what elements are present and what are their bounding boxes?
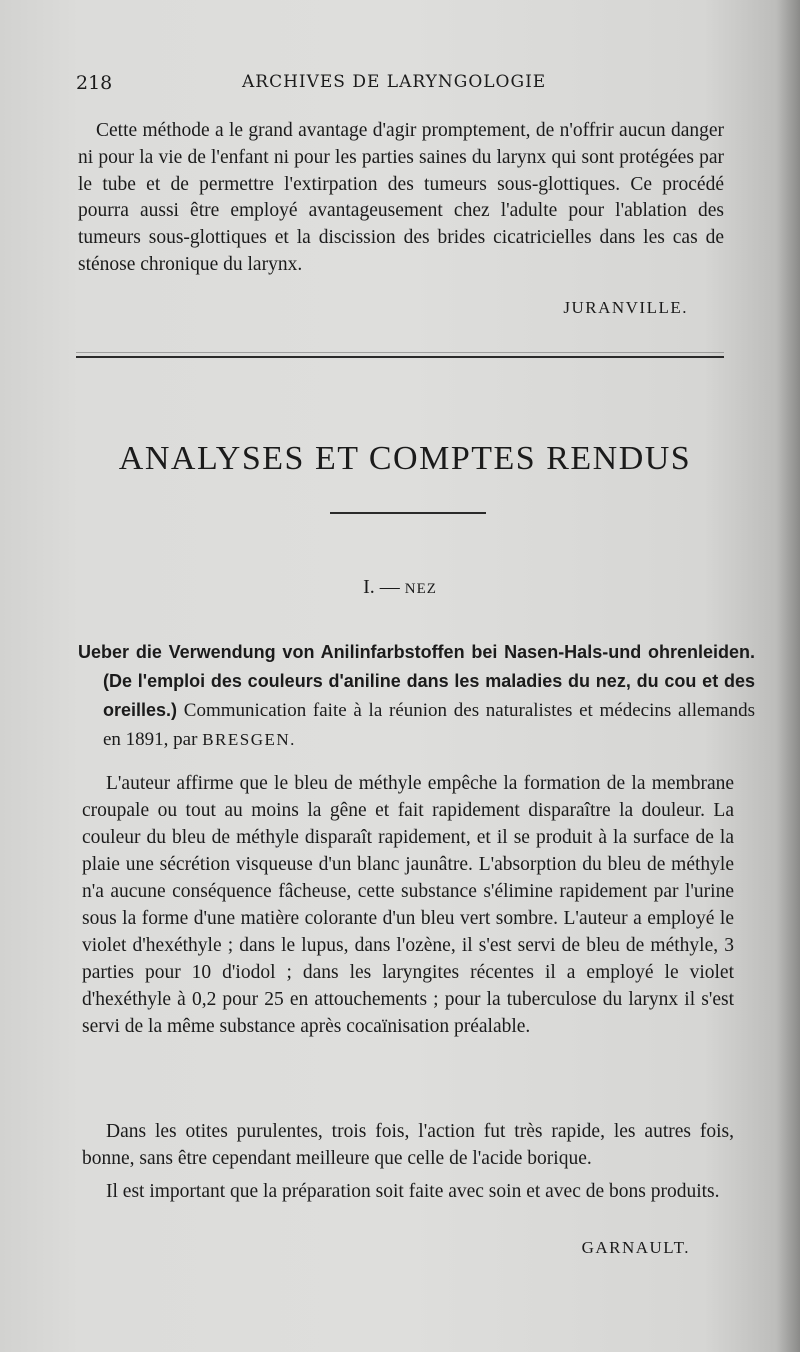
subsection-number: I. — <box>363 576 400 598</box>
subsection-title: NEZ <box>404 581 437 597</box>
section-divider <box>76 356 724 358</box>
article-paragraph: Il est important que la préparation soit faite avec soin et avec de bons produits. <box>106 1181 720 1202</box>
article-signature: GARNAULT. <box>581 1238 690 1257</box>
page-header <box>76 72 726 102</box>
page-number: 218 <box>76 72 113 94</box>
intro-signature: JURANVILLE. <box>563 298 688 317</box>
section-title: ANALYSES ET COMPTES RENDUS <box>118 440 692 477</box>
subsection-heading <box>0 576 800 599</box>
article-title: Ueber die Verwendung von Anilinfarbstoffen bei Nasen-Hals-und ohrenleiden. (De l'emploi des couleurs d'aniline dans les maladies du nez, du cou et des oreilles.) <box>78 642 755 721</box>
intro-paragraph: Cette méthode a le grand avantage d'agir promptement, de n'offrir aucun danger ni pour la vie de l'enfant ni pour les parties saines du larynx qui sont protégées par le tube et de permettre l'extirpation des tumeurs sous-glottiques. Ce procédé pourra aussi être employé avantageusement chez l'adulte pour l'ablation des tumeurs sous-glottiques et la discission des brides cicatricielles dans les cas de sténose chronique du larynx. <box>78 120 724 275</box>
article-paragraph: L'auteur affirme que le bleu de méthyle empêche la formation de la membrane croupale ou tout au moins la gêne et fait rapidement disparaître la douleur. La couleur du bleu de méthyle disparaît rapidement, et il se produit à la surface de la plaie une sécrétion visqueuse d'un blanc jaunâtre. L'absorption du bleu de méthyle n'a aucune conséquence fâcheuse, cette substance s'élimine rapidement par l'urine sous la forme d'une matière colorante d'un bleu vert sombre. L'auteur a employé le violet d'hexéthyle ; dans le lupus, dans l'ozène, il s'est servi de bleu de méthyle, 3 parties pour 10 d'iodol ; dans les laryngites récentes il a employé le violet d'hexéthyle à 0,2 pour 25 en attouchements ; pour la tuberculose du larynx il s'est servi de la même substance après cocaïnisation préalable. <box>82 773 734 1037</box>
article-author: BRESGEN. <box>202 729 296 749</box>
running-title: ARCHIVES DE LARYNGOLOGIE <box>242 72 547 92</box>
article-source: Communication faite à la réunion des naturalistes et médecins allemands en 1891, par <box>103 700 756 750</box>
article-paragraph: Dans les otites purulentes, trois fois, l'action fut très rapide, les autres fois, bonne, sans être cependant meilleure que celle de l'acide borique. <box>82 1121 734 1169</box>
section-divider-faint <box>76 352 724 353</box>
article-heading <box>78 638 755 754</box>
title-underline <box>330 512 486 514</box>
